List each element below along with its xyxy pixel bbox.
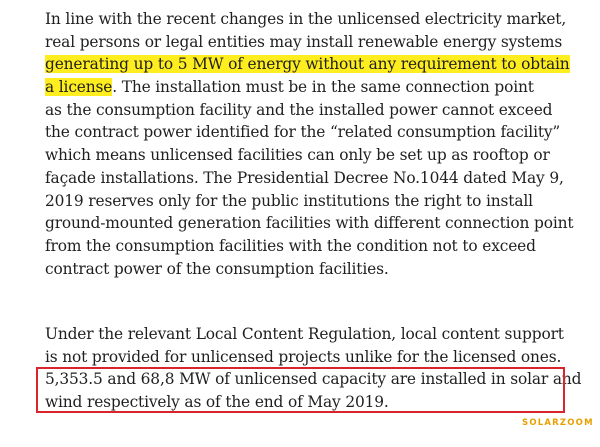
text-line: contract power of the consumption facilities. bbox=[45, 259, 389, 278]
text-line: as the consumption facility and the installed power cannot exceed bbox=[45, 100, 553, 119]
text-line: is not provided for unlicensed projects unlike for the licensed ones. bbox=[45, 347, 562, 366]
text-line: which means unlicensed facilities can only be set up as rooftop or bbox=[45, 146, 550, 165]
text-line: from the consumption facilities with the condition not to exceed bbox=[45, 236, 536, 255]
text-line: façade installations. The Presidential Decree No.1044 dated May 9, bbox=[45, 168, 564, 187]
text-line: Under the relevant Local Content Regulation, local content support bbox=[45, 325, 564, 343]
highlighted-text: a license bbox=[45, 78, 113, 97]
watermark-logo: SOLARZOOM bbox=[522, 418, 594, 428]
text-line: 2019 reserves only for the public institutions the right to install bbox=[45, 191, 533, 210]
text-line: In line with the recent changes in the unlicensed electricity market, bbox=[45, 10, 567, 28]
text-line: 5,353.5 and 68,8 MW of unlicensed capacity are installed in solar and bbox=[45, 370, 582, 389]
text-line bbox=[45, 76, 590, 99]
paragraph-market-changes bbox=[45, 8, 590, 280]
text-line: the contract power identified for the “related consumption facility” bbox=[45, 123, 561, 142]
red-callout-box bbox=[36, 367, 565, 413]
text-fragment: . The installation must be in the same connection point bbox=[112, 78, 534, 97]
text-line: wind respectively as of the end of May 2019. bbox=[45, 393, 389, 412]
highlighted-text: generating up to 5 MW of energy without any requirement to obtain bbox=[45, 55, 570, 74]
text-line bbox=[45, 53, 590, 76]
text-line: ground-mounted generation facilities with different connection point bbox=[45, 214, 574, 233]
text-line: real persons or legal entities may install renewable energy systems bbox=[45, 32, 563, 51]
